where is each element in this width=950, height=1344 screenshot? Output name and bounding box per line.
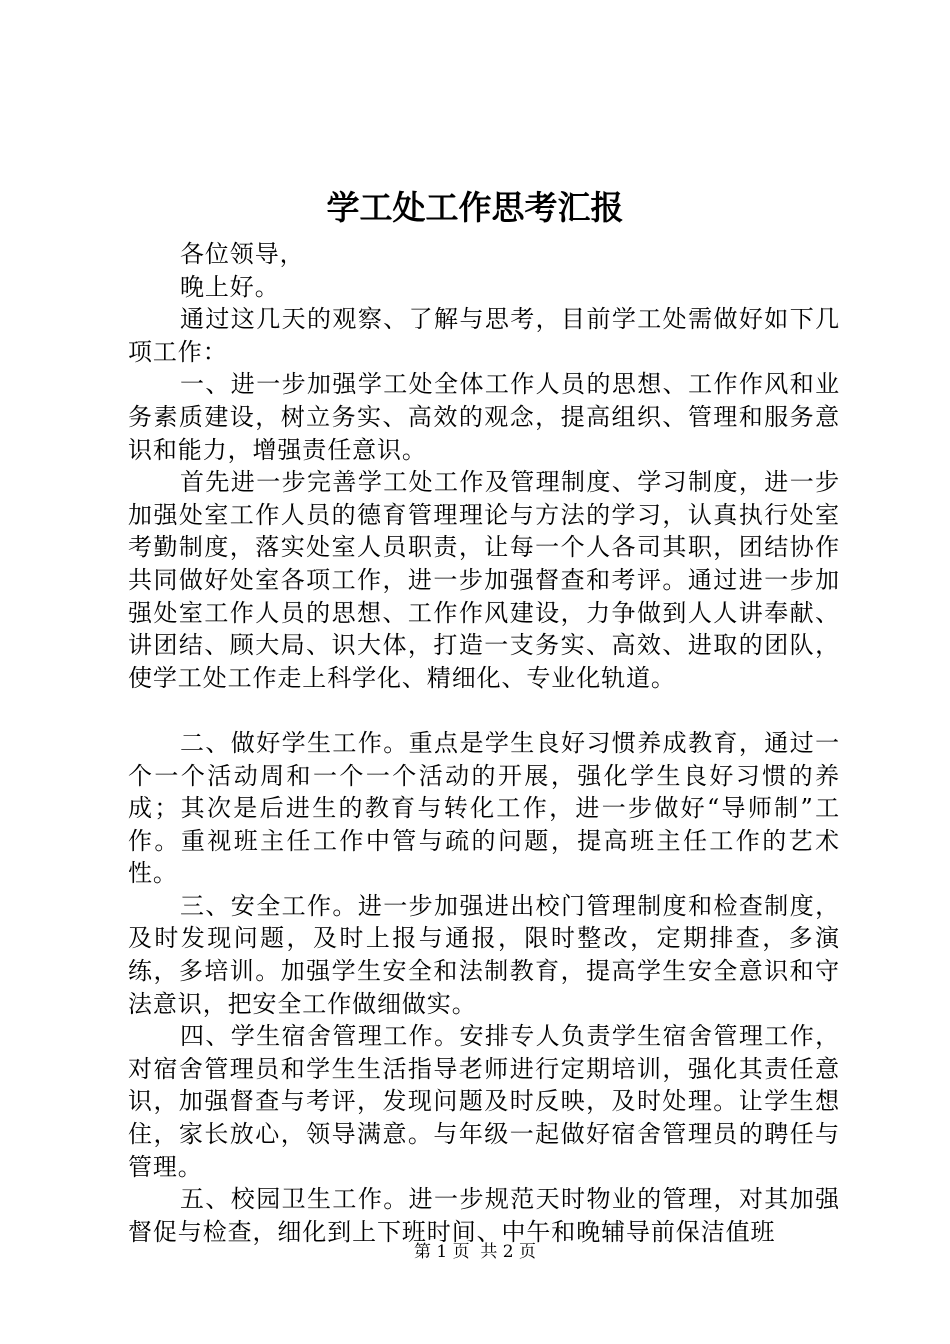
paragraph-item-4: 四、学生宿舍管理工作。安排专人负责学生宿舍管理工作，对宿舍管理员和学生生活指导老师进行定期培训，强化其责任意识，加强督查与考评，发现问题及时反映，及时处理。让学生想住，家长放心，领导满意。与年级一起做好宿舍管理员的聘任与管理。: [128, 1022, 840, 1181]
paragraph-item-2: 二、做好学生工作。重点是学生良好习惯养成教育，通过一个一个活动周和一个一个活动的开展，强化学生良好习惯的养成；其次是后进生的教育与转化工作，进一步做好“导师制”工作。重视班主任工作中管与疏的问题，提高班主任工作的艺术性。: [128, 728, 840, 888]
page-footer: 第 1 页 共 2 页: [413, 1242, 537, 1262]
document-body: [128, 238, 840, 1248]
document-title: 学工处工作思考汇报: [326, 188, 624, 227]
paragraph-item-1: 一、进一步加强学工处全体工作人员的思想、工作作风和业务素质建设，树立务实、高效的观念，提高组织、管理和服务意识和能力，增强责任意识。: [128, 370, 840, 464]
paragraph-intro: 通过这几天的观察、了解与思考，目前学工处需做好如下几项工作：: [128, 305, 840, 366]
paragraph-item-1-detail: 首先进一步完善学工处工作及管理制度、学习制度，进一步加强处室工作人员的德育管理理论与方法的学习，认真执行处室考勤制度，落实处室人员职责，让每一个人各司其职，团结协作共同做好处室各项工作，进一步加强督查和考评。通过进一步加强处室工作人员的思想、工作作风建设，力争做到人人讲奉献、讲团结、顾大局、识大体，打造一支务实、高效、进取的团队，使学工处工作走上科学化、精细化、专业化轨道。: [128, 468, 840, 692]
paragraph-salutation: 各位领导，: [180, 240, 305, 268]
paragraph-item-3: 三、安全工作。进一步加强进出校门管理制度和检查制度，及时发现问题，及时上报与通报，限时整改，定期排查，多演练，多培训。加强学生安全和法制教育，提高学生安全意识和守法意识，把安全工作做细做实。: [128, 891, 840, 1018]
paragraph-spacer: [128, 694, 840, 727]
paragraph-item-5: 五、校园卫生工作。进一步规范天时物业的管理，对其加强督促与检查，细化到上下班时间、中午和晚辅导前保洁值班: [128, 1185, 840, 1246]
paragraph-greeting: 晚上好。: [180, 272, 280, 301]
